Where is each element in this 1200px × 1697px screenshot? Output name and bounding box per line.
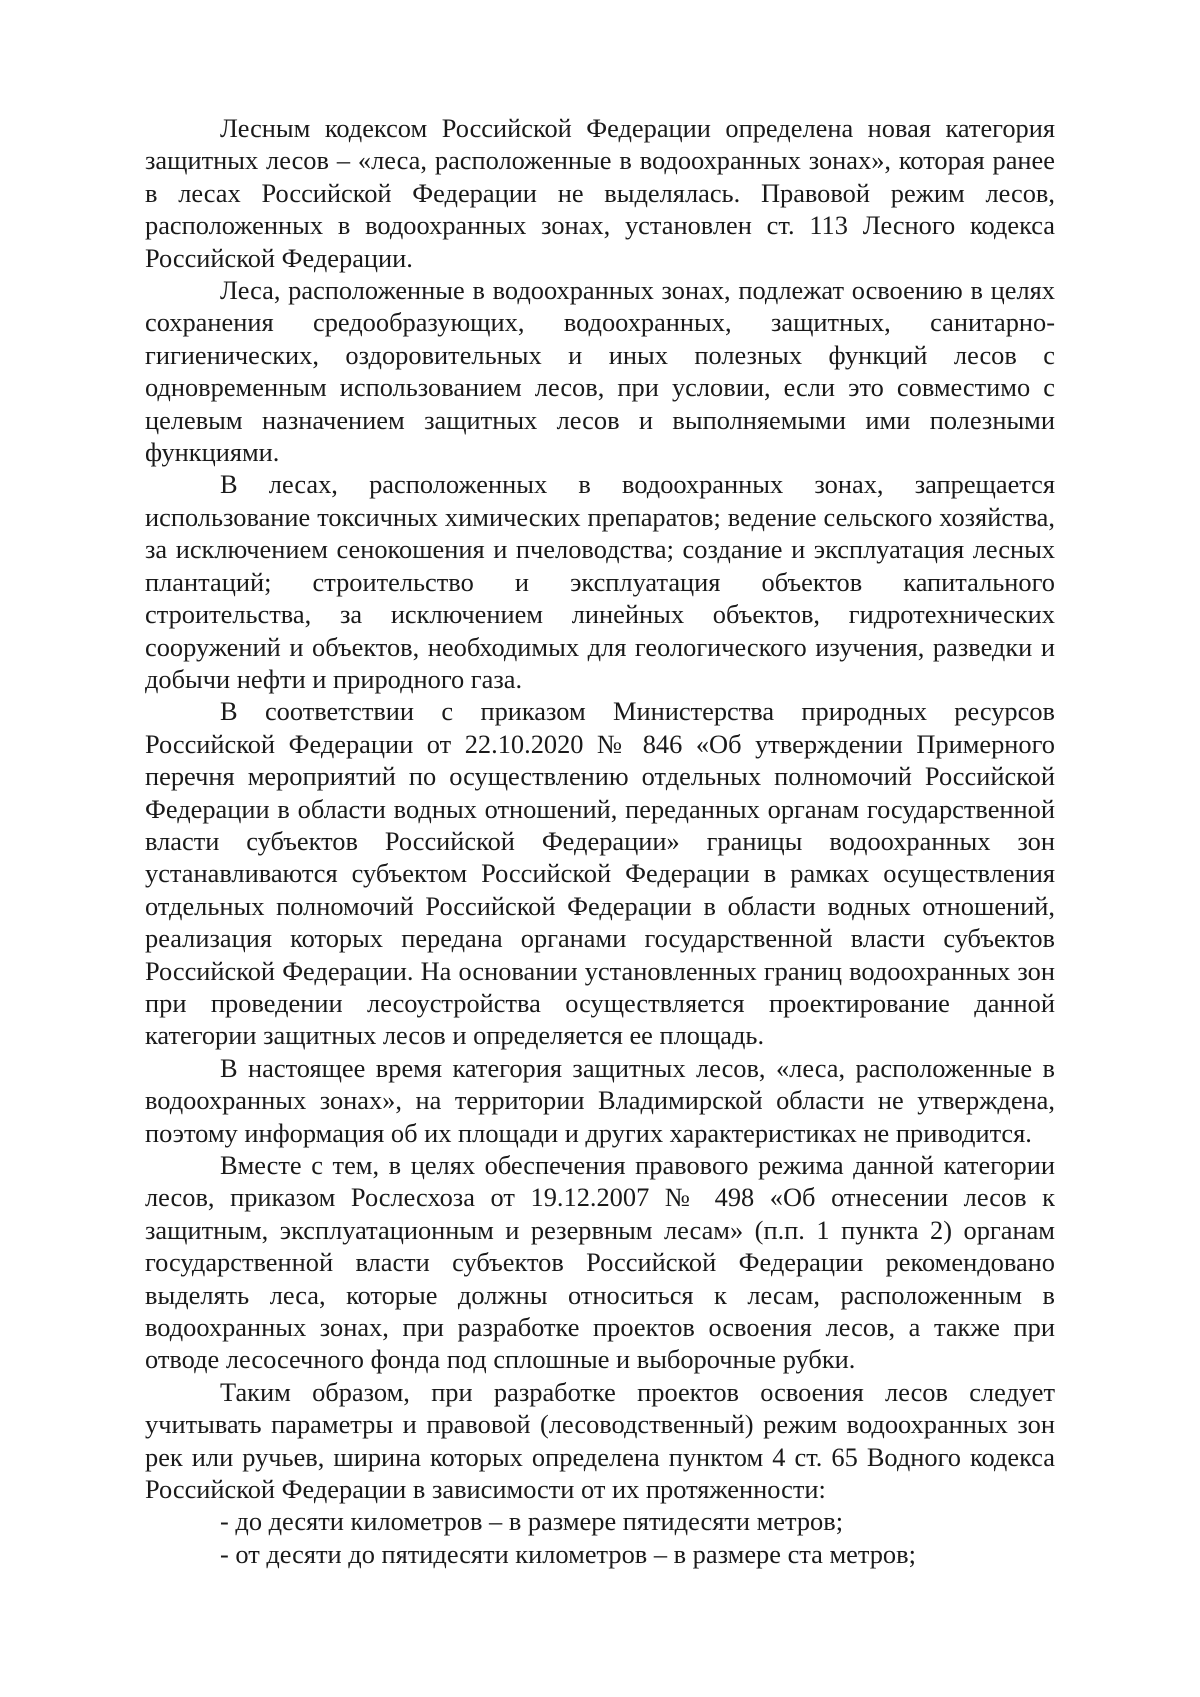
paragraph-rosleshoz-order: Вместе с тем, в целях обеспечения правового режима данной категории лесов, приказом Рослесхоза от 19.12.2007 № 498 «Об отнесении лесов к защитным, эксплуатационным и резервным лесам» (п.п. 1 пункта 2) органам государственной власти субъектов Российской Федерации рекомендовано выделять леса, которые должны относиться к лесам, расположенным в водоохранных зонах, при разработке проектов освоения лесов, а также при отводе лесосечного фонда под сплошные и выборочные рубки. (145, 1150, 1055, 1375)
paragraph-ministry-order: В соответствии с приказом Министерства природных ресурсов Российской Федерации от 22.10.2020 № 846 «Об утверждении Примерного перечня мероприятий по осуществлению отдельных полномочий Российской Федерации в области водных отношений, переданных органам государственной власти субъектов Российской Федерации» границы водоохранных зон устанавливаются субъектом Российской Федерации в рамках осуществления отдельных полномочий Российской Федерации в области водных отношений, реализация которых передана органами государственной власти субъектов Российской Федерации. На основании установленных границ водоохранных зон при проведении лесоустройства осуществляется проектирование данной категории защитных лесов и определяется ее площадь. (145, 696, 1055, 1051)
paragraph-water-code-widths: Таким образом, при разработке проектов освоения лесов следует учитывать параметры и правовой (лесоводственный) режим водоохранных зон рек или ручьев, ширина которых определена пунктом 4 ст. 65 Водного кодекса Российской Федерации в зависимости от их протяженности: (145, 1376, 1055, 1505)
paragraph-prohibitions: В лесах, расположенных в водоохранных зонах, запрещается использование токсичных химических препаратов; ведение сельского хозяйства, за исключением сенокошения и пчеловодства; создание и эксплуатация лесных плантаций; строительство и эксплуатация объектов капитального строительства, за исключением линейных объектов, гидротехнических сооружений и объектов, необходимых для геологического изучения, разведки и добычи нефти и природного газа. (145, 469, 1055, 694)
list-item-under-ten-km: - до десяти километров – в размере пятидесяти метров; (220, 1506, 844, 1537)
paragraph-forest-code-category: Лесным кодексом Российской Федерации определена новая категория защитных лесов – «леса, расположенные в водоохранных зонах», которая ранее в лесах Российской Федерации не выделялась. Правовой режим лесов, расположенных в водоохранных зонах, установлен ст. 113 Лесного кодекса Российской Федерации. (145, 113, 1055, 273)
paragraph-vladimir-region: В настоящее время категория защитных лесов, «леса, расположенные в водоохранных зонах», на территории Владимирской области не утверждена, поэтому информация об их площади и других характеристиках не приводится. (145, 1052, 1055, 1148)
document-body (145, 112, 1055, 1570)
paragraph-development-purposes: Леса, расположенные в водоохранных зонах, подлежат освоению в целях сохранения средообразующих, водоохранных, защитных, санитарно-гигиенических, оздоровительных и иных полезных функций лесов с одновременным использованием лесов, при условии, если это совместимо с целевым назначением защитных лесов и выполняемыми ими полезными функциями. (145, 275, 1055, 468)
list-item-ten-to-fifty-km: - от десяти до пятидесяти километров – в размере ста метров; (220, 1538, 916, 1569)
